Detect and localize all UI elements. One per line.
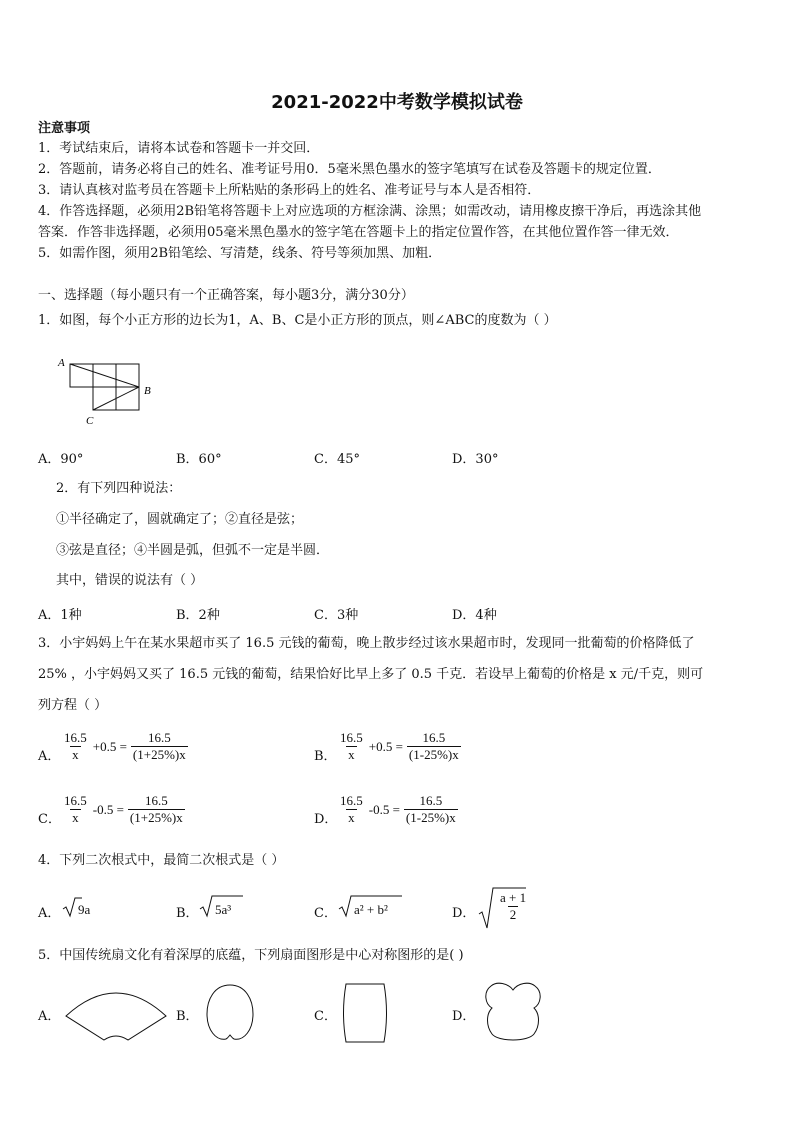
notice-item-3: 3．请认真核对监考员在答题卡上所粘贴的条形码上的姓名、准考证号与本人是否相符． [38, 183, 541, 198]
q3-equation-d: $\frac{16.5}{x}$ -0.5 = $\frac{16.5}{(1-25\%)x}$ [340, 793, 456, 825]
q2-question: 其中，错误的说法有（ ） [56, 573, 204, 588]
section-heading: 一、选择题（每小题只有一个正确答案，每小题3分，满分30分） [38, 288, 414, 303]
q3-stem-line-3: 列方程（ ） [38, 698, 108, 713]
q4-label-c: C． [314, 906, 337, 921]
notice-item-1: 1．考试结束后，请将本试卷和答题卡一并交回． [38, 141, 320, 156]
q5-label-d: D． [452, 1009, 476, 1024]
q4-option-c-expr: a² + b² [354, 902, 388, 917]
q1-option-c: C．45° [314, 452, 360, 467]
fan-cloud-icon [478, 980, 548, 1044]
q2-option-d: D．4种 [452, 608, 497, 623]
q3-stem-line-2: 25% ，小宇妈妈又买了 16.5 元钱的葡萄，结果恰好比早上多了 0.5 千克．若设早上葡萄的价格是 x 元/千克，则可 [38, 667, 704, 682]
q4-label-b: B． [176, 906, 199, 921]
q2-option-a: A．1种 [38, 608, 82, 623]
q3-label-c: C． [38, 812, 61, 827]
q3-stem-line-1: 3．小宇妈妈上午在某水果超市买了 16.5 元钱的葡萄，晚上散步经过该水果超市时，发现同一批葡萄的价格降低了 [38, 636, 695, 651]
exam-title: 2021-2022中考数学模拟试卷 [271, 92, 523, 113]
q4-label-a: A． [38, 906, 61, 921]
notice-item-5: 5．如需作图，须用2B铅笔绘、写清楚，线条、符号等须加黑、加粗． [38, 246, 442, 261]
q1-option-a: A．90° [38, 452, 84, 467]
fan-heart-icon [204, 982, 256, 1044]
q1-option-b: B．60° [176, 452, 222, 467]
q5-label-a: A． [38, 1009, 61, 1024]
q2-statement-2: ③弦是直径；④半圆是弧，但弧不一定是半圆． [56, 543, 330, 558]
q3-label-b: B． [314, 749, 337, 764]
q2-option-b: B．2种 [176, 608, 220, 623]
q3-label-a: A． [38, 749, 61, 764]
q3-label-d: D． [314, 812, 338, 827]
q5-stem: 5．中国传统扇文化有着深厚的底蕴，下列扇面图形是中心对称图形的是( ) [38, 948, 464, 963]
q1-option-d: D．30° [452, 452, 499, 467]
q3-equation-c: $\frac{16.5}{x}$ -0.5 = $\frac{16.5}{(1+25\%)x}$ [64, 793, 183, 825]
q1-stem: 1．如图，每个小正方形的边长为1，A、B、C是小正方形的顶点，则∠ABC的度数为（ ） [38, 313, 557, 328]
fan-sector-icon [62, 982, 170, 1044]
q4-option-b-expr: 5a³ [215, 902, 232, 917]
q2-option-c: C．3种 [314, 608, 359, 623]
notice-item-4-cont: 答案．作答非选择题，必须用05毫米黑色墨水的签字笔在答题卡上的指定位置作答，在其他位置作答一律无效． [38, 225, 679, 240]
q4-option-d-fraction: $\frac{a + 1}{2}$ [500, 890, 527, 922]
q1-label-b: B [144, 385, 151, 397]
q5-label-c: C． [314, 1009, 337, 1024]
q4-option-a-expr: 9a [78, 902, 91, 917]
q3-equation-b: $\frac{16.5}{x}$ +0.5 = $\frac{16.5}{(1-25\%)x}$ [340, 730, 459, 762]
q4-label-d: D． [452, 906, 476, 921]
q3-equation-a: $\frac{16.5}{x}$ +0.5 = $\frac{16.5}{(1+25\%)x}$ [64, 730, 186, 762]
q4-stem: 4．下列二次根式中，最简二次根式是（ ） [38, 853, 285, 868]
q5-label-b: B． [176, 1009, 199, 1024]
notice-item-2: 2．答题前，请务必将自己的姓名、准考证号用0．5毫米黑色墨水的签字笔填写在试卷及答题卡的规定位置． [38, 162, 661, 177]
fan-rounded-rect-icon [340, 982, 390, 1044]
notice-item-4: 4．作答选择题，必须用2B铅笔将答题卡上对应选项的方框涂满、涂黑；如需改动，请用橡皮擦干净后，再选涂其他 [38, 204, 702, 219]
q2-statement-1: ①半径确定了，圆就确定了；②直径是弦； [56, 512, 304, 527]
q2-stem: 2．有下列四种说法： [56, 481, 182, 496]
q1-label-a: A [58, 357, 65, 369]
notice-heading: 注意事项 [38, 121, 91, 136]
q1-grid-figure [52, 354, 162, 430]
q1-label-c: C [86, 415, 94, 427]
